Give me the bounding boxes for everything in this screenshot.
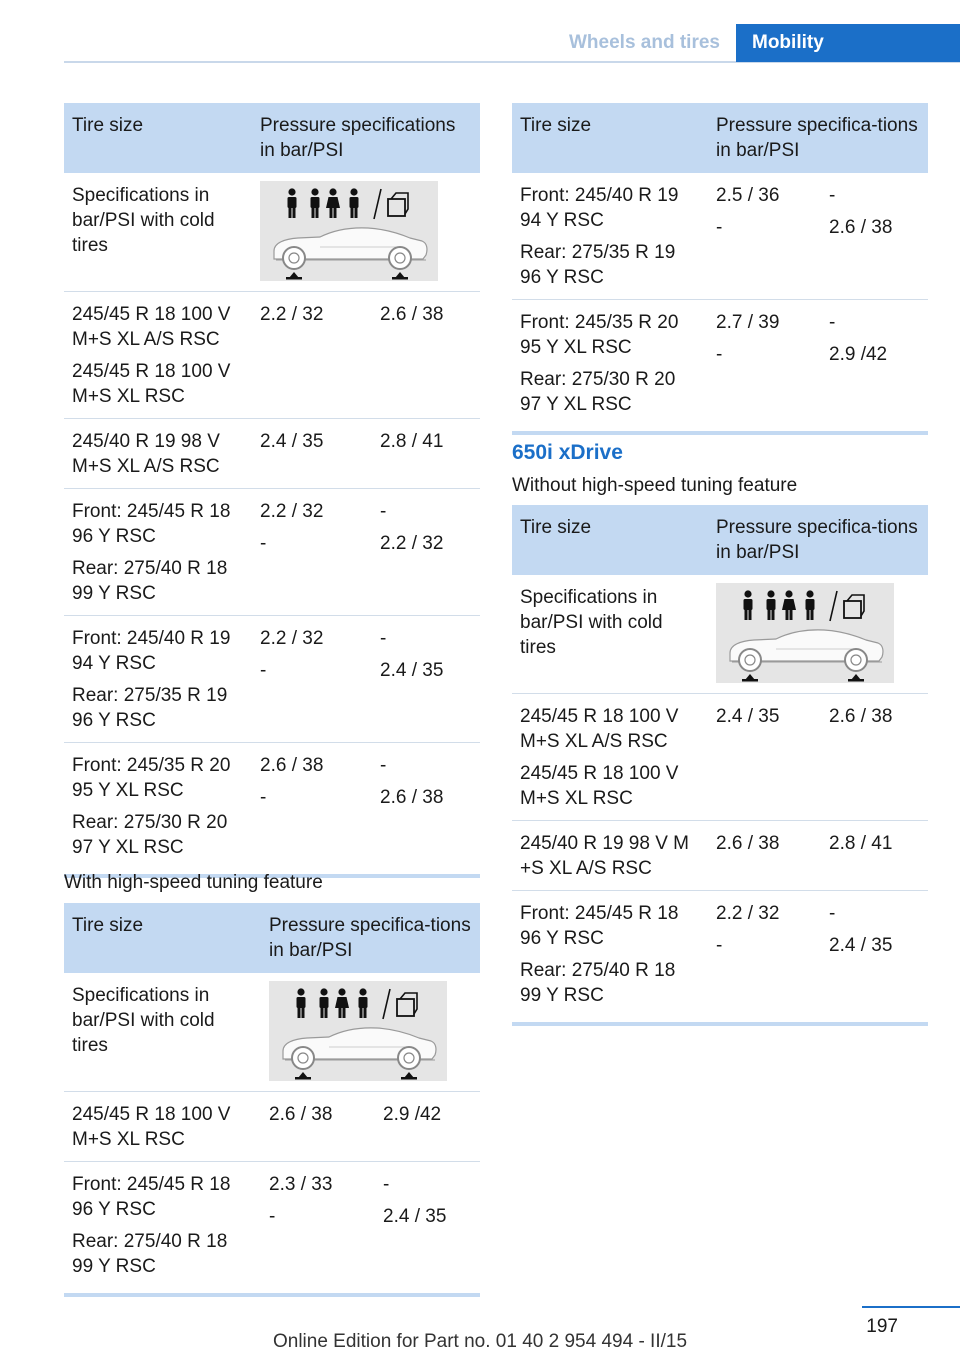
pressure-cell-b [821,694,928,821]
table-header-row [64,103,480,173]
load-pictogram-cell [708,575,928,694]
tire-size-cell [512,891,708,1025]
tire-size-cell [64,1162,261,1296]
spec-pictogram-row [64,973,480,1092]
section-title: Wheels and tires [569,32,720,53]
tire-size-cell [64,489,252,616]
pressure-cell-a [708,300,821,434]
tire-size-cell [512,300,708,434]
tire-size-text: 245/45 R 18 100 V M+S XL A/S RSC [520,706,679,752]
pressure-value: 2.6 / 38 [269,1104,333,1125]
pressure-value: 2.2 / 32 [380,533,444,554]
pressure-value: 2.2 / 32 [260,501,324,522]
table-row [512,821,928,891]
pressure-value: 2.7 / 39 [716,312,780,333]
page-header [0,24,960,62]
tire-size-cell [64,616,252,743]
col-header-tire-size: Tire size [64,903,261,973]
pressure-value: 2.4 / 35 [829,935,893,956]
load-pictogram-cell [261,973,480,1092]
col-header-tire-size: Tire size [512,103,708,173]
table-row [64,292,480,419]
tire-size-cell [512,173,708,300]
pressure-value: - [829,312,836,333]
pressure-value: 2.6 / 38 [380,304,444,325]
pressure-value: - [380,755,387,776]
pressure-cell-b [821,173,928,300]
pressure-value: 2.6 / 38 [260,755,324,776]
tire-size-text: Rear: 275/40 R 18 99 Y RSC [72,1231,228,1277]
pressure-value: 2.4 / 35 [716,706,780,727]
pressure-value: - [716,344,723,365]
table-row [64,616,480,743]
tire-size-text: Rear: 275/40 R 18 99 Y RSC [72,558,228,604]
tire-size-text: Front: 245/35 R 20 95 Y XL RSC [520,312,679,358]
edition-footer: Online Edition for Part no. 01 40 2 954 494 - II/15 [272,1331,688,1352]
pressure-cell-a [261,1092,375,1162]
pressure-value: 2.8 / 41 [829,833,893,854]
pressure-value: 2.6 / 38 [829,706,893,727]
pressure-value: - [829,185,836,206]
col-header-tire-size: Tire size [64,103,252,173]
pressure-cell-a [708,173,821,300]
pressure-cell-a [261,1162,375,1296]
occupants-luggage-car-icon [260,181,438,281]
pressure-value: 2.2 / 32 [260,304,324,325]
without-high-speed-label: Without high-speed tuning feature [512,475,798,496]
table-row [64,743,480,877]
pressure-value: 2.2 / 32 [260,628,324,649]
pressure-cell-b [372,419,480,489]
pressure-value: 2.9 /42 [829,344,888,365]
pressure-cell-b [372,489,480,616]
pressure-cell-b [372,616,480,743]
tire-size-text: 245/40 R 19 98 V M +S XL A/S RSC [520,833,689,879]
tire-size-cell [512,821,708,891]
pressure-value: 2.6 / 38 [380,787,444,808]
tire-size-text: Front: 245/45 R 18 96 Y RSC [72,1174,231,1220]
pressure-value: - [383,1174,390,1195]
tire-size-text: Front: 245/45 R 18 96 Y RSC [72,501,231,547]
pressure-cell-b [375,1162,480,1296]
pressure-value: 2.8 / 41 [380,431,444,452]
pressure-cell-b [372,292,480,419]
pressure-value: - [716,935,723,956]
table-header-row [512,103,928,173]
tire-size-text: Front: 245/35 R 20 95 Y XL RSC [72,755,231,801]
spec-label: Specifications in bar/PSI with cold tires [64,973,261,1092]
col-header-pressure: Pressure specifications in bar/PSI [252,103,480,173]
pressure-cell-b [821,300,928,434]
tire-size-cell [64,743,252,877]
table-header-row [512,505,928,575]
pressure-cell-a [708,891,821,1025]
tire-pressure-table-left-1 [64,103,480,878]
chapter-tab[interactable]: Mobility [736,24,960,62]
spec-label: Specifications in bar/PSI with cold tires [64,173,252,292]
pressure-value: - [260,533,267,554]
pressure-cell-b [821,821,928,891]
table-row [64,1092,480,1162]
col-header-tire-size: Tire size [512,505,708,575]
pressure-value: 2.6 / 38 [829,217,893,238]
table-row [512,173,928,300]
table-row [64,419,480,489]
spec-pictogram-row [64,173,480,292]
tire-size-text: Rear: 275/30 R 20 97 Y XL RSC [520,369,676,415]
tire-pressure-table-right-1 [512,103,928,435]
tire-size-cell [512,694,708,821]
pressure-value: - [260,660,267,681]
occupants-luggage-car-icon [716,583,894,683]
pressure-cell-a [252,489,372,616]
tire-size-cell [64,419,252,489]
pressure-cell-a [708,821,821,891]
pressure-cell-a [252,292,372,419]
pressure-cell-a [708,694,821,821]
tire-pressure-table-left-2 [64,903,480,1297]
pressure-cell-b [372,743,480,877]
col-header-pressure: Pressure specifica-tions in bar/PSI [708,103,928,173]
page-number: 197 [866,1316,898,1337]
tire-size-text: Rear: 275/30 R 20 97 Y XL RSC [72,812,228,858]
col-header-pressure: Pressure specifica-tions in bar/PSI [708,505,928,575]
pressure-value: 2.2 / 32 [716,903,780,924]
spec-label: Specifications in bar/PSI with cold tires [512,575,708,694]
spec-pictogram-row [512,575,928,694]
table-row [512,694,928,821]
pressure-value: 2.5 / 36 [716,185,780,206]
pressure-cell-a [252,743,372,877]
tire-size-cell [64,1092,261,1162]
pressure-value: - [829,903,836,924]
pressure-value: - [716,217,723,238]
table-row [64,1162,480,1296]
table-row [512,300,928,434]
tire-size-text: 245/45 R 18 100 V M+S XL RSC [72,361,231,407]
table-header-row [64,903,480,973]
pressure-cell-b [821,891,928,1025]
pressure-value: - [260,787,267,808]
tire-size-text: Front: 245/40 R 19 94 Y RSC [72,628,231,674]
tire-pressure-table-right-2 [512,505,928,1026]
tire-size-text: 245/45 R 18 100 V M+S XL RSC [520,763,679,809]
pressure-value: 2.9 /42 [383,1104,442,1125]
table-row [512,891,928,1025]
pressure-value: 2.4 / 35 [380,660,444,681]
pressure-value: - [380,501,387,522]
footer-rule [862,1306,960,1308]
tire-size-text: Front: 245/40 R 19 94 Y RSC [520,185,679,231]
pressure-value: 2.3 / 33 [269,1174,333,1195]
tire-size-text: 245/40 R 19 98 V M+S XL A/S RSC [72,431,220,477]
high-speed-label: With high-speed tuning feature [64,872,323,893]
load-pictogram-cell [252,173,480,292]
tire-size-text: Front: 245/45 R 18 96 Y RSC [520,903,679,949]
tire-size-cell [64,292,252,419]
pressure-cell-b [375,1092,480,1162]
pressure-value: 2.4 / 35 [383,1206,447,1227]
tire-size-text: Rear: 275/40 R 18 99 Y RSC [520,960,676,1006]
col-header-pressure: Pressure specifica-tions in bar/PSI [261,903,480,973]
tire-size-text: Rear: 275/35 R 19 96 Y RSC [520,242,676,288]
tire-size-text: 245/45 R 18 100 V M+S XL A/S RSC [72,304,231,350]
pressure-cell-a [252,419,372,489]
table-row [64,489,480,616]
pressure-value: - [269,1206,276,1227]
model-heading: 650i xDrive [512,441,623,464]
tire-size-text: Rear: 275/35 R 19 96 Y RSC [72,685,228,731]
pressure-value: 2.4 / 35 [260,431,324,452]
pressure-value: - [380,628,387,649]
pressure-cell-a [252,616,372,743]
pressure-value: 2.6 / 38 [716,833,780,854]
occupants-luggage-car-icon [269,981,447,1081]
tire-size-text: 245/45 R 18 100 V M+S XL RSC [72,1104,231,1150]
